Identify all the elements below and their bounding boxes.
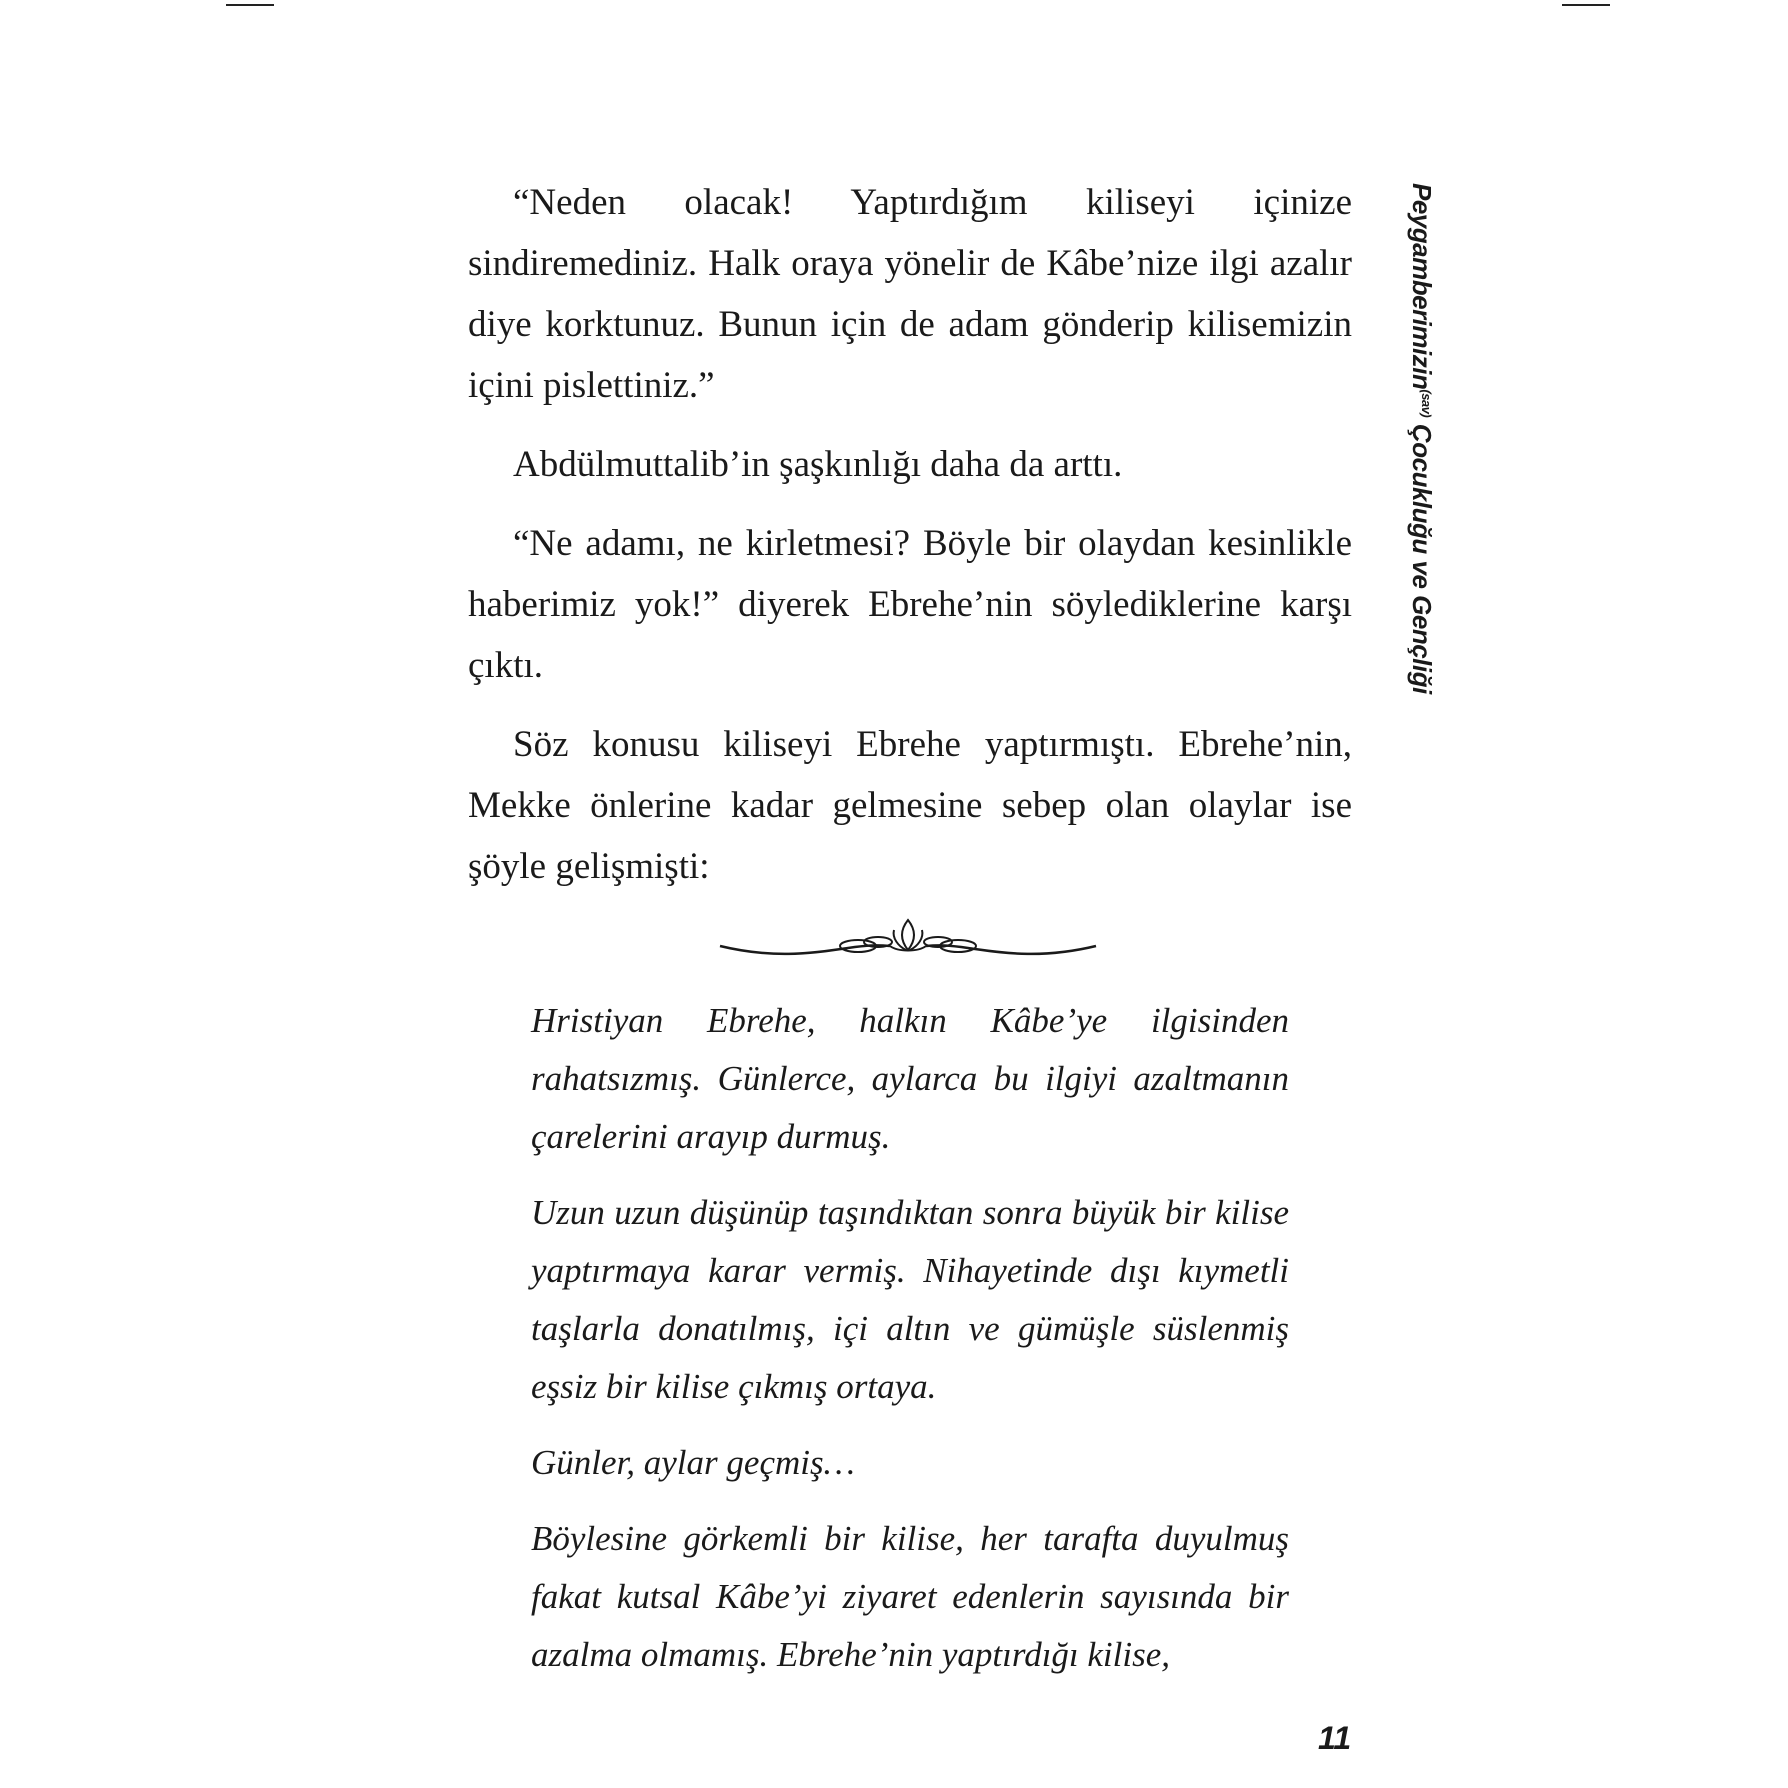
main-text <box>468 172 1352 915</box>
italic-paragraph-4: Böylesine görkemli bir kilise, her tarafta duyulmuş fakat kutsal Kâbe’yi ziyaret edenlerin sayısında bir azalma olmamış. Ebrehe’nin yaptırdığı kilise, <box>531 1519 1289 1674</box>
story-excerpt <box>531 992 1289 1702</box>
running-head <box>1406 183 1437 694</box>
italic-paragraph-2: Uzun uzun düşünüp taşındıktan sonra büyük bir kilise yaptırmaya karar vermiş. Nihayetinde dışı kıymetli taşlarla donatılmış, içi altın ve gümüşle süslenmiş eşsiz bir kilise çıkmış ortaya. <box>531 1193 1289 1406</box>
running-head-honorific: (sav) <box>1419 389 1434 418</box>
crop-mark-left <box>226 4 274 6</box>
page-number: 11 <box>1318 1720 1352 1756</box>
main-paragraph-3: “Ne adamı, ne kirletmesi? Böyle bir olaydan kesinlikle haberimiz yok!” diyerek Ebrehe’nin söylediklerine karşı çıktı. <box>468 523 1352 686</box>
section-divider-ornament <box>718 912 1098 968</box>
main-paragraph-2: Abdülmuttalib’in şaşkınlığı daha da arttı. <box>513 444 1123 485</box>
running-head-title: Peygamberimizin <box>1407 183 1437 390</box>
main-paragraph-1: “Neden olacak! Yaptırdığım kiliseyi içinize sindiremediniz. Halk oraya yönelir de Kâbe’nize ilgi azalır diye korktunuz. Bunun için de adam gönderip kilisemizin içini pislettiniz.” <box>468 182 1352 406</box>
italic-paragraph-3: Günler, aylar geçmiş… <box>531 1443 855 1482</box>
italic-paragraph-1: Hristiyan Ebrehe, halkın Kâbe’ye ilgisinden rahatsızmış. Günlerce, aylarca bu ilgiyi azaltmanın çarelerini arayıp durmuş. <box>531 1001 1289 1156</box>
running-head-subtitle: Çocukluğu ve Gençliği <box>1407 423 1437 694</box>
crop-mark-right <box>1562 4 1610 6</box>
main-paragraph-4: Söz konusu kiliseyi Ebrehe yaptırmıştı. Ebrehe’nin, Mekke önlerine kadar gelmesine sebep olan olaylar ise şöyle gelişmişti: <box>468 724 1352 887</box>
